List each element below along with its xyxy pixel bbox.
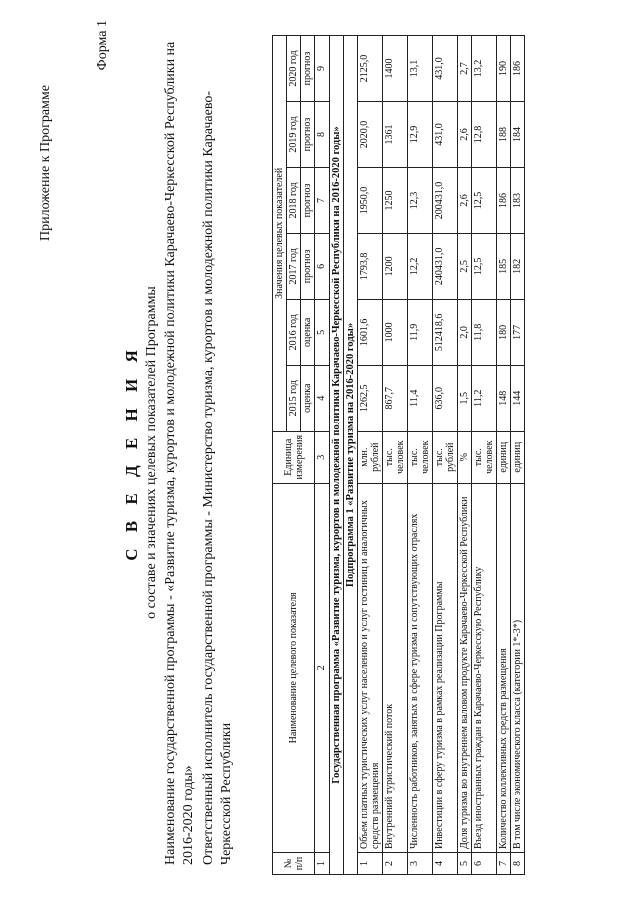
- indicator-value: 1,5: [458, 365, 472, 431]
- indicator-value: 11,4: [408, 365, 433, 431]
- indicator-value: 200431,0: [433, 167, 458, 233]
- header-year: 2017 год: [287, 233, 301, 299]
- header-year: 2015 год: [287, 365, 301, 431]
- header-values: Значения целевых показателей: [273, 36, 287, 432]
- indicator-value: 1262,5: [358, 365, 383, 431]
- table-row: [472, 36, 497, 875]
- indicator-unit: %: [458, 431, 472, 483]
- indicator-value: 183: [511, 167, 525, 233]
- indicator-name: В том числе экономического класса (категории 1*-3*): [511, 483, 525, 852]
- indicator-value: 2,0: [458, 299, 472, 365]
- row-number: 6: [472, 853, 497, 875]
- column-number: 2: [315, 483, 330, 852]
- indicator-value: 188: [497, 102, 511, 168]
- indicator-value: 11,9: [408, 299, 433, 365]
- indicator-value: 1950,0: [358, 167, 383, 233]
- indicator-value: 185: [497, 233, 511, 299]
- indicator-name: Въезд иностранных граждан в Карачаево-Черкесскую Республику: [472, 483, 497, 852]
- indicator-value: 2020,0: [358, 102, 383, 168]
- row-number: 1: [358, 853, 383, 875]
- indicator-value: 12,9: [408, 102, 433, 168]
- indicator-value: 1793,8: [358, 233, 383, 299]
- column-number: 1: [315, 853, 330, 875]
- indicator-value: 1601,6: [358, 299, 383, 365]
- appendix-note: Приложение к Программе: [38, 85, 53, 241]
- indicator-value: 2,6: [458, 102, 472, 168]
- column-number: 4: [315, 365, 330, 431]
- row-number: 4: [433, 853, 458, 875]
- indicator-value: 182: [511, 233, 525, 299]
- table-row: [458, 36, 472, 875]
- indicator-unit: единиц: [511, 431, 525, 483]
- indicator-value: 12,8: [472, 102, 497, 168]
- indicator-value: 1000: [383, 299, 408, 365]
- header-kind: оценка: [301, 299, 315, 365]
- header-year: 2018 год: [287, 167, 301, 233]
- header-year: 2020 год: [287, 36, 301, 102]
- section-subprogram: Подпрограмма 1 «Развитие туризма на 2016-2020 годы»: [344, 36, 358, 875]
- page-subtitle: о составе и значениях целевых показателей Программы: [144, 286, 159, 619]
- indicator-value: 12,2: [408, 233, 433, 299]
- column-number: 7: [315, 167, 330, 233]
- header-name: Наименование целевого показателя: [273, 483, 315, 852]
- indicator-value: 431,0: [433, 102, 458, 168]
- column-number: 9: [315, 36, 330, 102]
- indicator-value: 12,3: [408, 167, 433, 233]
- column-number: 5: [315, 299, 330, 365]
- indicator-name: Количество коллективных средств размещения: [497, 483, 511, 852]
- indicator-value: 186: [497, 167, 511, 233]
- row-number: 2: [383, 853, 408, 875]
- header-kind: прогноз: [301, 167, 315, 233]
- header-kind: прогноз: [301, 233, 315, 299]
- page-title: С В Е Д Е Н И Я: [122, 344, 141, 561]
- indicator-value: 1400: [383, 36, 408, 102]
- header-unit: Единица измерения: [273, 431, 315, 483]
- section-state-program: Государственная программа «Развитие туризма, курортов и молодежной политики Карачаево-Черкесской Республики на 2016-2020 годы»: [330, 36, 344, 875]
- column-number: 6: [315, 233, 330, 299]
- row-number: 8: [511, 853, 525, 875]
- indicator-unit: тыс. человек: [383, 431, 408, 483]
- indicator-value: 1361: [383, 102, 408, 168]
- row-number: 3: [408, 853, 433, 875]
- table-row: [358, 36, 383, 875]
- program-name: Наименование государственной программы - «Развитие туризма, курортов и молодежной политики Карачаево-Черкесской Республики на 2016-2020 годы»: [163, 41, 196, 865]
- row-number: 5: [458, 853, 472, 875]
- indicator-value: 1250: [383, 167, 408, 233]
- header-kind: прогноз: [301, 36, 315, 102]
- indicator-value: 431,0: [433, 36, 458, 102]
- indicator-value: 240431,0: [433, 233, 458, 299]
- indicator-unit: тыс. рублей: [433, 431, 458, 483]
- indicator-name: Внутренний туристический поток: [383, 483, 408, 852]
- indicator-unit: тыс. человек: [472, 431, 497, 483]
- responsible-executor: Ответственный исполнитель государственной программы - Министерство туризма, курортов и молодежной политики Карачаево-Черкесской Республики: [201, 90, 234, 865]
- indicator-value: 180: [497, 299, 511, 365]
- indicator-value: 2125,0: [358, 36, 383, 102]
- indicator-value: 13,1: [408, 36, 433, 102]
- indicator-value: 144: [511, 365, 525, 431]
- indicator-value: 512418,6: [433, 299, 458, 365]
- indicator-value: 11,2: [472, 365, 497, 431]
- indicator-value: 177: [511, 299, 525, 365]
- indicator-name: Объем платных туристических услуг населению и услуг гостиниц и аналогичных средств размещения: [358, 483, 383, 852]
- column-number: 8: [315, 102, 330, 168]
- indicator-value: 2,6: [458, 167, 472, 233]
- column-number: 3: [315, 431, 330, 483]
- indicator-value: 1200: [383, 233, 408, 299]
- table-row: [497, 36, 511, 875]
- header-kind: прогноз: [301, 102, 315, 168]
- indicator-value: 2,5: [458, 233, 472, 299]
- indicator-unit: единиц: [497, 431, 511, 483]
- indicator-unit: тыс. человек: [408, 431, 433, 483]
- indicator-value: 148: [497, 365, 511, 431]
- table-row: [433, 36, 458, 875]
- indicator-name: Инвестиции в сферу туризма в рамках реализации Программы: [433, 483, 458, 852]
- table-row: [511, 36, 525, 875]
- row-number: 7: [497, 853, 511, 875]
- indicator-value: 190: [497, 36, 511, 102]
- indicators-table: [272, 35, 525, 875]
- header-num: № п/п: [273, 853, 315, 875]
- header-year: 2019 год: [287, 102, 301, 168]
- form-number: Форма 1: [95, 20, 110, 71]
- indicator-value: 2,7: [458, 36, 472, 102]
- indicator-name: Численность работников, занятых в сфере туризма и сопутствующих отраслях: [408, 483, 433, 852]
- indicator-value: 13,2: [472, 36, 497, 102]
- table-row: [383, 36, 408, 875]
- indicator-value: 636,0: [433, 365, 458, 431]
- header-kind: оценка: [301, 365, 315, 431]
- indicator-value: 12,5: [472, 233, 497, 299]
- indicator-value: 186: [511, 36, 525, 102]
- table-row: [408, 36, 433, 875]
- header-year: 2016 год: [287, 299, 301, 365]
- indicator-value: 11,8: [472, 299, 497, 365]
- indicator-name: Доля туризма во внутреннем валовом продукте Карачаево-Черкесской Республики: [458, 483, 472, 852]
- indicator-value: 184: [511, 102, 525, 168]
- indicator-unit: млн. рублей: [358, 431, 383, 483]
- indicator-value: 867,7: [383, 365, 408, 431]
- indicator-value: 12,5: [472, 167, 497, 233]
